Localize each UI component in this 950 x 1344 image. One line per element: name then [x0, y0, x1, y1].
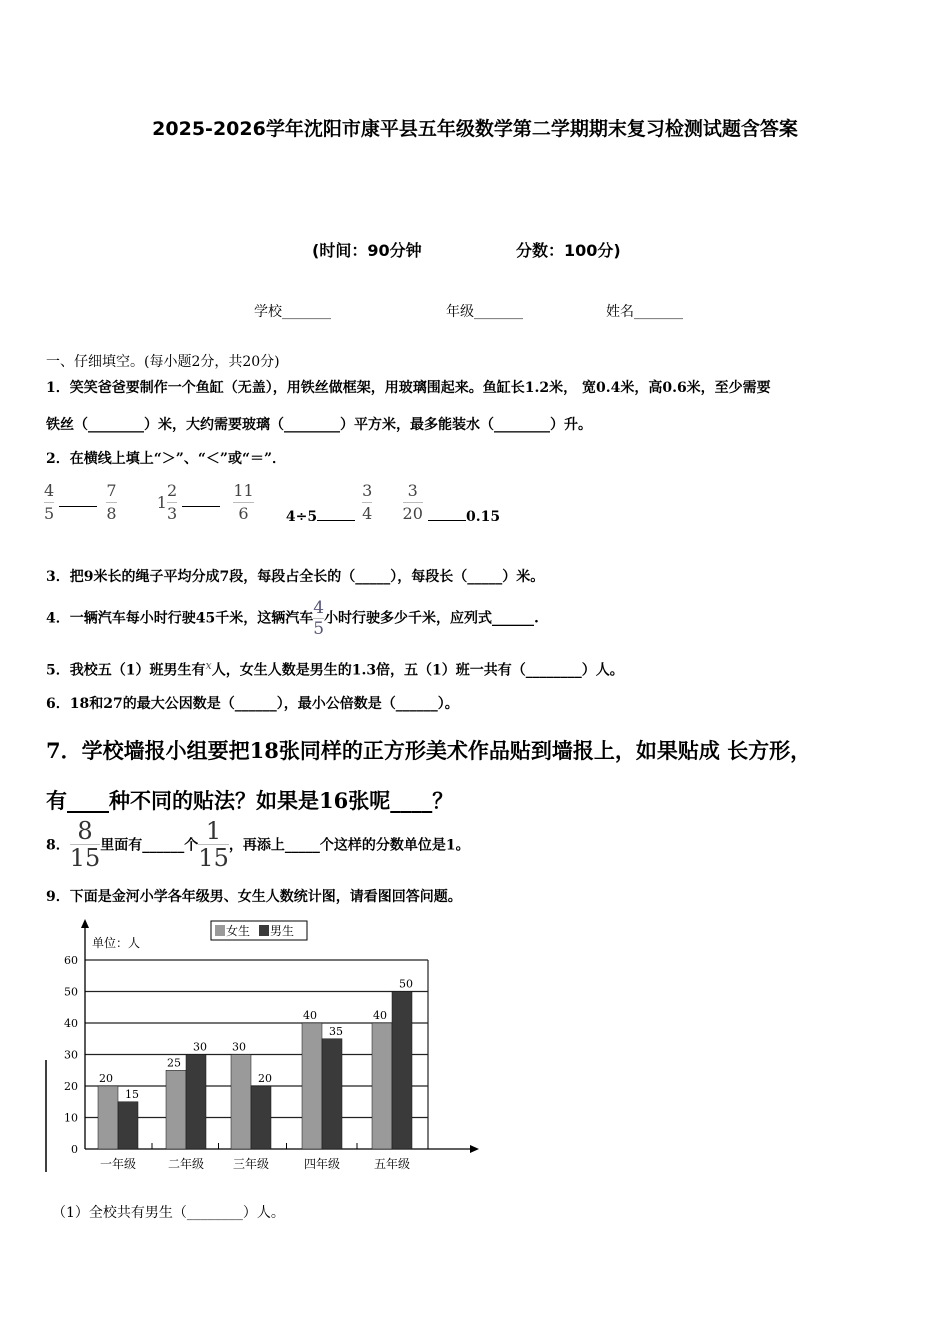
legend-swatch [259, 925, 269, 936]
school-field[interactable]: 学校_______ [254, 304, 331, 320]
y-tick-label: 10 [64, 1111, 78, 1125]
y-tick-label: 0 [71, 1143, 78, 1156]
bar [251, 1086, 271, 1149]
bar [322, 1039, 342, 1149]
fraction: $\frac{8}{15}$ [69, 817, 101, 872]
data-label: 20 [258, 1072, 272, 1085]
exam-score: 分数：100分) [516, 241, 621, 260]
question-1-line1: 1．笑笑爸爸要制作一个鱼缸（无盖），用铁丝做框架，用玻璃围起来。鱼缸长1.2米， 宽0.4米，高0.6米，至少需要 [46, 380, 771, 396]
grade-field[interactable]: 年级_______ [446, 304, 523, 320]
name-field[interactable]: 姓名_______ [606, 304, 683, 320]
x-tick-label: 二年级 [167, 1157, 205, 1171]
y-tick-label: 40 [64, 1017, 78, 1030]
question-8: 8． $\frac{8}{15}$ 里面有______个 $\frac{1}{15}$ ，再添上_____个这样的分数单位是1。 [46, 817, 470, 872]
bar [166, 1070, 186, 1149]
y-axis-arrow [81, 919, 89, 928]
bar [186, 1055, 206, 1150]
data-label: 30 [232, 1040, 246, 1054]
fraction: $\frac{3}{4}$ [362, 481, 373, 523]
fraction: $\frac{11}{6}$ [233, 481, 254, 523]
y-tick-label: 50 [64, 985, 78, 999]
question-5: 5．我校五（1）班男生有$^x$人，女生人数是男生的1.3倍，五（1）班一共有（________）人。 [46, 659, 624, 679]
question-1-line2: 铁丝（________）米，大约需要玻璃（________）平方米，最多能装水（________）升。 [46, 417, 592, 433]
legend-swatch [215, 925, 225, 936]
x-axis-arrow [470, 1145, 479, 1153]
question-3: 3．把9米长的绳子平均分成7段，每段占全长的（_____），每段长（_____）米。 [46, 569, 545, 585]
data-label: 20 [99, 1072, 113, 1085]
fraction: $\frac{2}{3}$ [166, 481, 178, 523]
question-7-line1: 7．学校墙报小组要把18张同样的正方形美术作品贴到墙报上，如果贴成 长方形， [46, 738, 812, 763]
bar [231, 1055, 251, 1150]
question-9-1: （1）全校共有男生（________）人。 [52, 1205, 285, 1221]
data-label: 15 [125, 1087, 139, 1101]
fraction: $\frac{1}{15}$ [198, 817, 229, 872]
bar [118, 1102, 138, 1149]
bar [98, 1086, 118, 1149]
bar [302, 1023, 322, 1149]
unit-label: 单位：人 [92, 936, 141, 950]
legend-label: 男生 [270, 924, 295, 938]
bar [392, 992, 412, 1150]
fraction: $\frac{3}{20}$ [402, 481, 423, 523]
legend-label: 女生 [226, 924, 251, 938]
expression: 4÷5 [285, 509, 318, 525]
question-6: 6．18和27的最大公因数是（______），最小公倍数是（______）。 [46, 696, 459, 712]
question-9: 9．下面是金河小学各年级男、女生人数统计图，请看图回答问题。 [46, 889, 462, 905]
y-tick-label: 20 [64, 1080, 78, 1093]
whole-number: 1 [156, 493, 167, 512]
data-label: 40 [303, 1009, 317, 1022]
y-tick-label: 30 [64, 1048, 78, 1062]
question-2: 2．在横线上填上“＞”、“＜”或“＝”． [46, 451, 287, 467]
data-label: 25 [167, 1056, 181, 1070]
data-label: 30 [193, 1040, 207, 1054]
data-label: 50 [399, 977, 413, 991]
x-tick-label: 一年级 [99, 1157, 137, 1171]
y-tick-label: 60 [64, 954, 78, 967]
fraction: $\frac{4}{5}$ [313, 598, 325, 639]
data-label: 35 [329, 1024, 343, 1038]
question-4: 4．一辆汽车每小时行驶45千米，这辆汽车 $\frac{4}{5}$ 小时行驶多少千米，应列式______. [46, 598, 539, 639]
section-heading: 一、仔细填空。(每小题2分，共20分) [46, 354, 280, 370]
question-7-line2: 有____种不同的贴法？如果是16张呢____？ [46, 788, 454, 813]
bar [372, 1023, 392, 1149]
x-tick-label: 三年级 [232, 1157, 270, 1171]
fraction: $\frac{4}{5}$ [44, 481, 55, 523]
exam-time: (时间：90分钟 [312, 241, 422, 260]
decimal: 0.15 [466, 509, 501, 525]
fraction: $\frac{7}{8}$ [106, 481, 117, 523]
x-tick-label: 四年级 [303, 1157, 341, 1171]
data-label: 40 [373, 1009, 387, 1022]
page-title: 2025-2026学年沈阳市康平县五年级数学第二学期期末复习检测试题含答案 [152, 118, 798, 140]
x-tick-label: 五年级 [373, 1157, 411, 1171]
